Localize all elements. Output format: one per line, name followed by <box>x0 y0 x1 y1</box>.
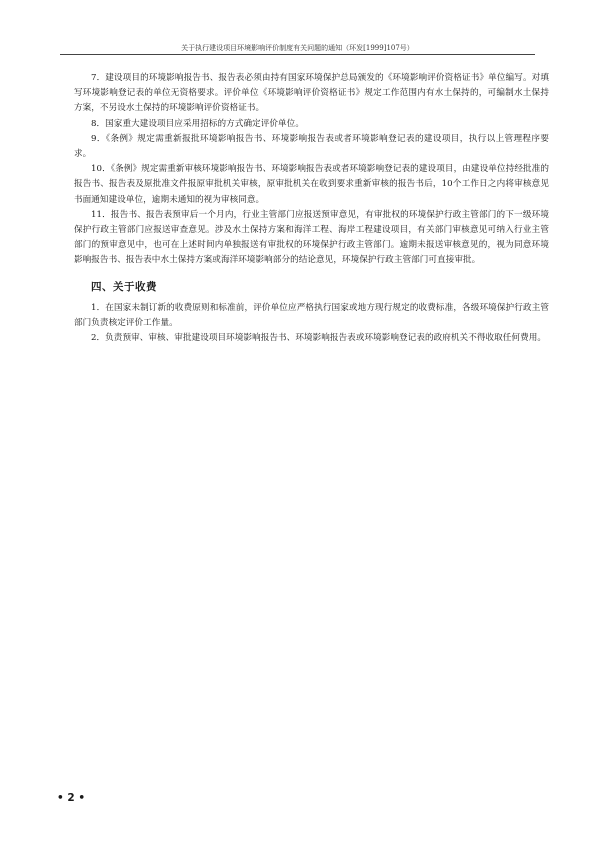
paragraph-item-7: 7．建设项目的环境影响报告书、报告表必须由持有国家环境保护总局颁发的《环境影响评价资格证书》单位编写。对填写环境影响登记表的单位无资格要求。评价单位《环境影响评价资格证书》规定工作范围内有水土保持的，可编制水土保持方案，不另设水土保持的环境影响评价资格证书。 <box>74 73 549 114</box>
paragraph-item-8: 8．国家重大建设项目应采用招标的方式确定评价单位。 <box>91 118 304 129</box>
paragraph-item-10: 10．《条例》规定需重新审核环境影响报告书、环境影响报告表或者环境影响登记表的建设项目，由建设单位持经批准的报告书、报告表及原批准文件报原审批机关审核，原审批机关在收到要求重新审核的报告书后，10个工作日之内将审核意见书面通知建设单位，逾期未通知的视为审核同意。 <box>74 164 549 205</box>
paragraph-item-11: 11．报告书、报告表预审后一个月内，行业主管部门应报送预审意见，有审批权的环境保护行政主管部门的下一级环境保护行政主管部门应报送审查意见。涉及水土保持方案和海洋工程、海岸工程建设项目，有关部门审核意见可纳入行业主管部门的预审意见中，也可在上述时间内单独报送有审批权的环境保护行政主管部门。逾期未报送审核意见的，视为同意环境影响报告书、报告表中水土保持方案或海洋环境影响部分的结论意见，环境保护行政主管部门可直接审批。 <box>74 209 549 266</box>
header-rule <box>60 54 535 55</box>
paragraph-item-9: 9．《条例》规定需重新报批环境影响报告书、环境影响报告表或者环境影响登记表的建设项目，执行以上管理程序要求。 <box>74 133 549 160</box>
page-number: • 2 • <box>57 792 86 804</box>
document-body <box>74 71 549 346</box>
section-heading-fees: 四、关于收费 <box>91 280 157 293</box>
paragraph-fees-2: 2．负责预审、审核、审批建设项目环境影响报告书、环境影响报告表或环境影响登记表的政府机关不得收取任何费用。 <box>91 333 546 344</box>
running-header: 关于执行建设项目环境影响评价制度有关问题的通知（环发[1999]107号） <box>181 44 414 52</box>
paragraph-fees-1: 1．在国家未制订新的收费原则和标准前，评价单位应严格执行国家或地方现行规定的收费标准，各级环境保护行政主管部门负责核定评价工作量。 <box>74 302 549 328</box>
